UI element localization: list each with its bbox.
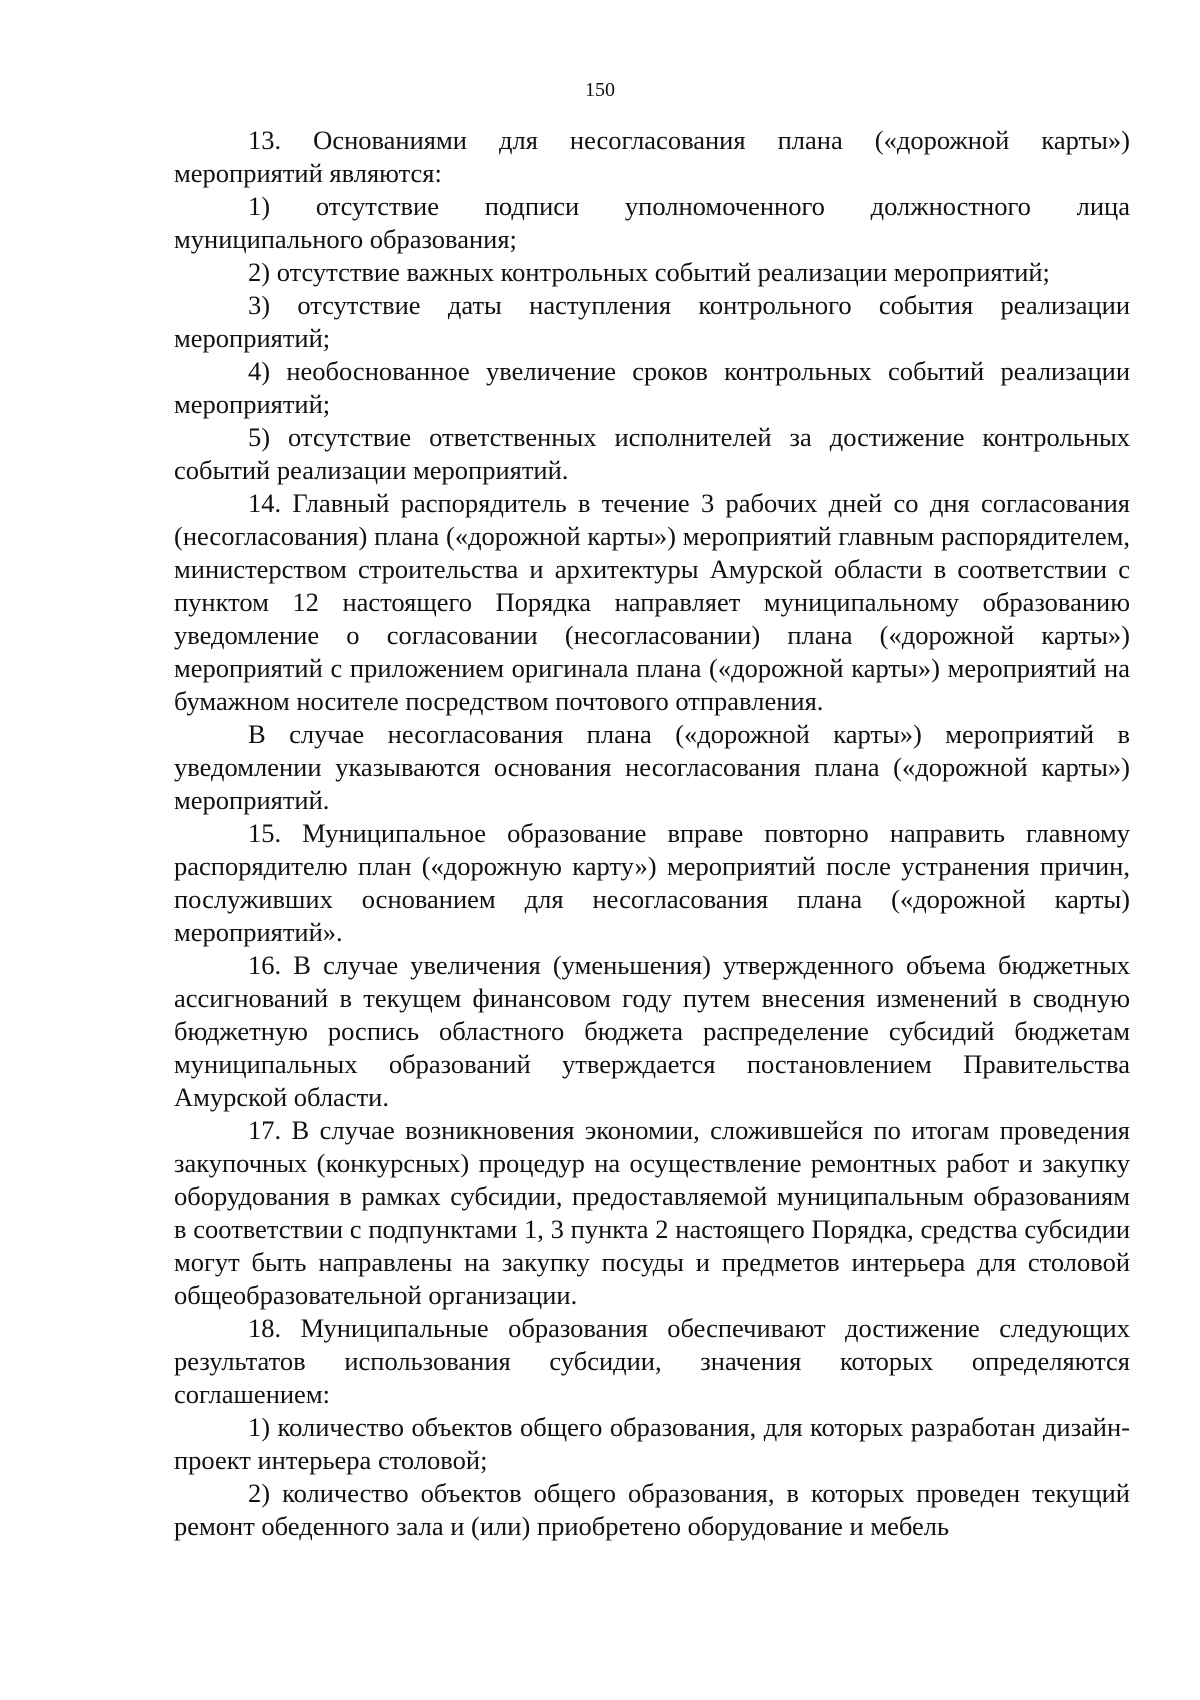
- list-item-13-5: 5) отсутствие ответственных исполнителей за достижение контрольных событий реализации мероприятий.: [174, 422, 1130, 485]
- page-number: 150: [585, 79, 615, 101]
- document-body: [174, 124, 1130, 1543]
- paragraph-14: 14. Главный распорядитель в течение 3 рабочих дней со дня согласования (несогласования) плана («дорожной карты») мероприятий главным распорядителем, министерством строительства и архитектуры Амурской области в соответствии с пунктом 12 настоящего Порядка направляет муниципальному образованию уведомление о согласовании (несогласовании) плана («дорожной карты») мероприятий с приложением оригинала плана («дорожной карты») мероприятий на бумажном носителе посредством почтового отправления.: [174, 488, 1130, 716]
- paragraph-16: 16. В случае увеличения (уменьшения) утвержденного объема бюджетных ассигнований в текущем финансовом году путем внесения изменений в сводную бюджетную роспись областного бюджета распределение субсидий бюджетам муниципальных образований утверждается постановлением Правительства Амурской области.: [174, 950, 1130, 1112]
- list-item-13-2: 2) отсутствие важных контрольных событий реализации мероприятий;: [248, 257, 1050, 287]
- paragraph-18: 18. Муниципальные образования обеспечивают достижение следующих результатов использования субсидии, значения которых определяются соглашением:: [174, 1313, 1130, 1409]
- paragraph-14-continued: В случае несогласования плана («дорожной карты») мероприятий в уведомлении указываются основания несогласования плана («дорожной карты») мероприятий.: [174, 719, 1130, 815]
- paragraph-13: 13. Основаниями для несогласования плана («дорожной карты») мероприятий являются:: [174, 125, 1130, 188]
- paragraph-17: 17. В случае возникновения экономии, сложившейся по итогам проведения закупочных (конкурсных) процедур на осуществление ремонтных работ и закупку оборудования в рамках субсидии, предоставляемой муниципальным образованиям в соответствии с подпунктами 1, 3 пункта 2 настоящего Порядка, средства субсидии могут быть направлены на закупку посуды и предметов интерьера для столовой общеобразовательной организации.: [174, 1115, 1130, 1310]
- list-item-13-3: 3) отсутствие даты наступления контрольного события реализации мероприятий;: [174, 290, 1130, 353]
- paragraph-15: 15. Муниципальное образование вправе повторно направить главному распорядителю план («дорожную карту») мероприятий после устранения причин, послуживших основанием для несогласования плана («дорожной карты) мероприятий».: [174, 818, 1130, 947]
- list-item-13-4: 4) необоснованное увеличение сроков контрольных событий реализации мероприятий;: [174, 356, 1130, 419]
- list-item-18-1: 1) количество объектов общего образования, для которых разработан дизайн-проект интерьера столовой;: [174, 1412, 1130, 1475]
- list-item-18-2: 2) количество объектов общего образования, в которых проведен текущий ремонт обеденного зала и (или) приобретено оборудование и мебель: [174, 1478, 1130, 1541]
- list-item-13-1: 1) отсутствие подписи уполномоченного должностного лица муниципального образования;: [174, 191, 1130, 254]
